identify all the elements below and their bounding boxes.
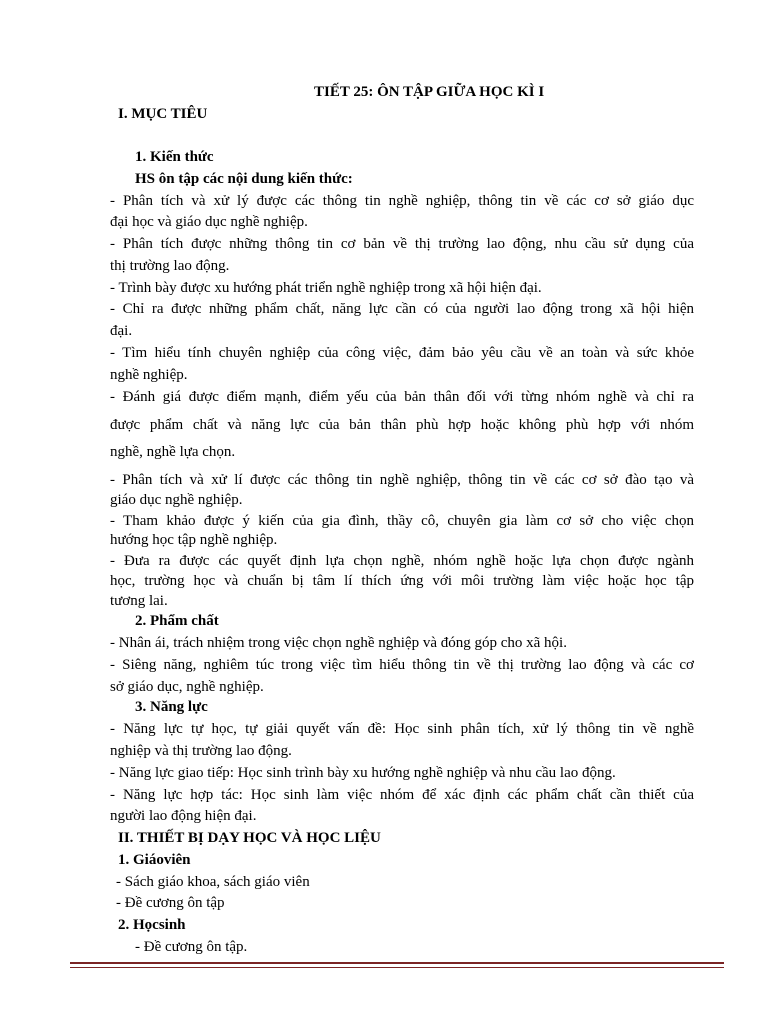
kien-thuc-line: - Phân tích và xử lý được các thông tin nghề nghiệp, thông tin về các cơ sở giáo dục — [110, 193, 694, 209]
footer-divider — [70, 962, 724, 964]
giao-vien-item: - Đề cương ôn tập — [116, 895, 225, 911]
subheading-nang-luc: 3. Năng lực — [135, 699, 208, 715]
section-heading-thiet-bi: II. THIẾT BỊ DẠY HỌC VÀ HỌC LIỆU — [118, 830, 381, 846]
kien-thuc-line: học, trường học và chuẩn bị tâm lí thích ứng với môi trường làm việc hoặc học tập — [110, 573, 694, 589]
kien-thuc-line: nghề, nghề lựa chọn. — [110, 444, 236, 460]
kien-thuc-line: thị trường lao động. — [110, 258, 230, 274]
kien-thuc-line: hướng học tập nghề nghiệp. — [110, 532, 278, 548]
kien-thuc-line: - Tham khảo được ý kiến của gia đình, thầy cô, chuyên gia làm cơ sở cho việc chọn — [110, 513, 694, 529]
pham-chat-line: - Nhân ái, trách nhiệm trong việc chọn nghề nghiệp và đóng góp cho xã hội. — [110, 635, 567, 651]
kien-thuc-line: được phẩm chất và năng lực của bản thân phù hợp hoặc không phù hợp với nhóm — [110, 417, 694, 433]
kien-thuc-line: - Chỉ ra được những phẩm chất, năng lực cần có của người lao động trong xã hội hiện — [110, 301, 694, 317]
kien-thuc-line: - Đánh giá được điểm mạnh, điểm yếu của bản thân đối với từng nhóm nghề và chỉ ra — [110, 389, 694, 405]
kien-thuc-line: đại. — [110, 323, 133, 339]
document-title: TIẾT 25: ÔN TẬP GIỮA HỌC KÌ I — [314, 84, 545, 100]
subheading-kien-thuc: 1. Kiến thức — [135, 149, 214, 165]
kien-thuc-line: - Tìm hiểu tính chuyên nghiệp của công việc, đảm bảo yêu cầu về an toàn và sức khỏe — [110, 345, 694, 361]
subheading-hoc-sinh: 2. Họcsinh — [118, 917, 186, 933]
section-heading-muc-tieu: I. MỤC TIÊU — [118, 106, 208, 122]
giao-vien-item: - Sách giáo khoa, sách giáo viên — [116, 874, 310, 890]
kien-thuc-line: nghề nghiệp. — [110, 367, 188, 383]
nang-luc-line: - Năng lực tự học, tự giải quyết vấn đề: Học sinh phân tích, xử lý thông tin về nghề — [110, 721, 694, 737]
nang-luc-line: người lao động hiện đại. — [110, 808, 257, 824]
kien-thuc-intro: HS ôn tập các nội dung kiến thức: — [135, 171, 353, 187]
subheading-giao-vien: 1. Giáoviên — [118, 852, 191, 868]
kien-thuc-line: tương lai. — [110, 593, 168, 609]
pham-chat-line: - Siêng năng, nghiêm túc trong việc tìm hiểu thông tin về thị trường lao động và các cơ — [110, 657, 694, 673]
kien-thuc-line: giáo dục nghề nghiệp. — [110, 492, 243, 508]
footer-divider-thin — [70, 967, 724, 968]
kien-thuc-line: - Phân tích và xử lí được các thông tin nghề nghiệp, thông tin về các cơ sở đào tạo và — [110, 472, 694, 488]
kien-thuc-line: - Trình bày được xu hướng phát triển nghề nghiệp trong xã hội hiện đại. — [110, 280, 542, 296]
hoc-sinh-item: - Đề cương ôn tập. — [135, 939, 248, 955]
nang-luc-line: - Năng lực hợp tác: Học sinh làm việc nhóm để xác định các phẩm chất cần thiết của — [110, 787, 694, 803]
nang-luc-line: - Năng lực giao tiếp: Học sinh trình bày xu hướng nghề nghiệp và nhu cầu lao động. — [110, 765, 616, 781]
kien-thuc-line: - Phân tích được những thông tin cơ bản về thị trường lao động, nhu cầu sử dụng của — [110, 236, 694, 252]
kien-thuc-line: đại học và giáo dục nghề nghiệp. — [110, 214, 308, 230]
pham-chat-line: sở giáo dục, nghề nghiệp. — [110, 679, 264, 695]
nang-luc-line: nghiệp và thị trường lao động. — [110, 743, 292, 759]
kien-thuc-line: - Đưa ra được các quyết định lựa chọn nghề, nhóm nghề hoặc lựa chọn được ngành — [110, 553, 694, 569]
subheading-pham-chat: 2. Phẩm chất — [135, 613, 219, 629]
